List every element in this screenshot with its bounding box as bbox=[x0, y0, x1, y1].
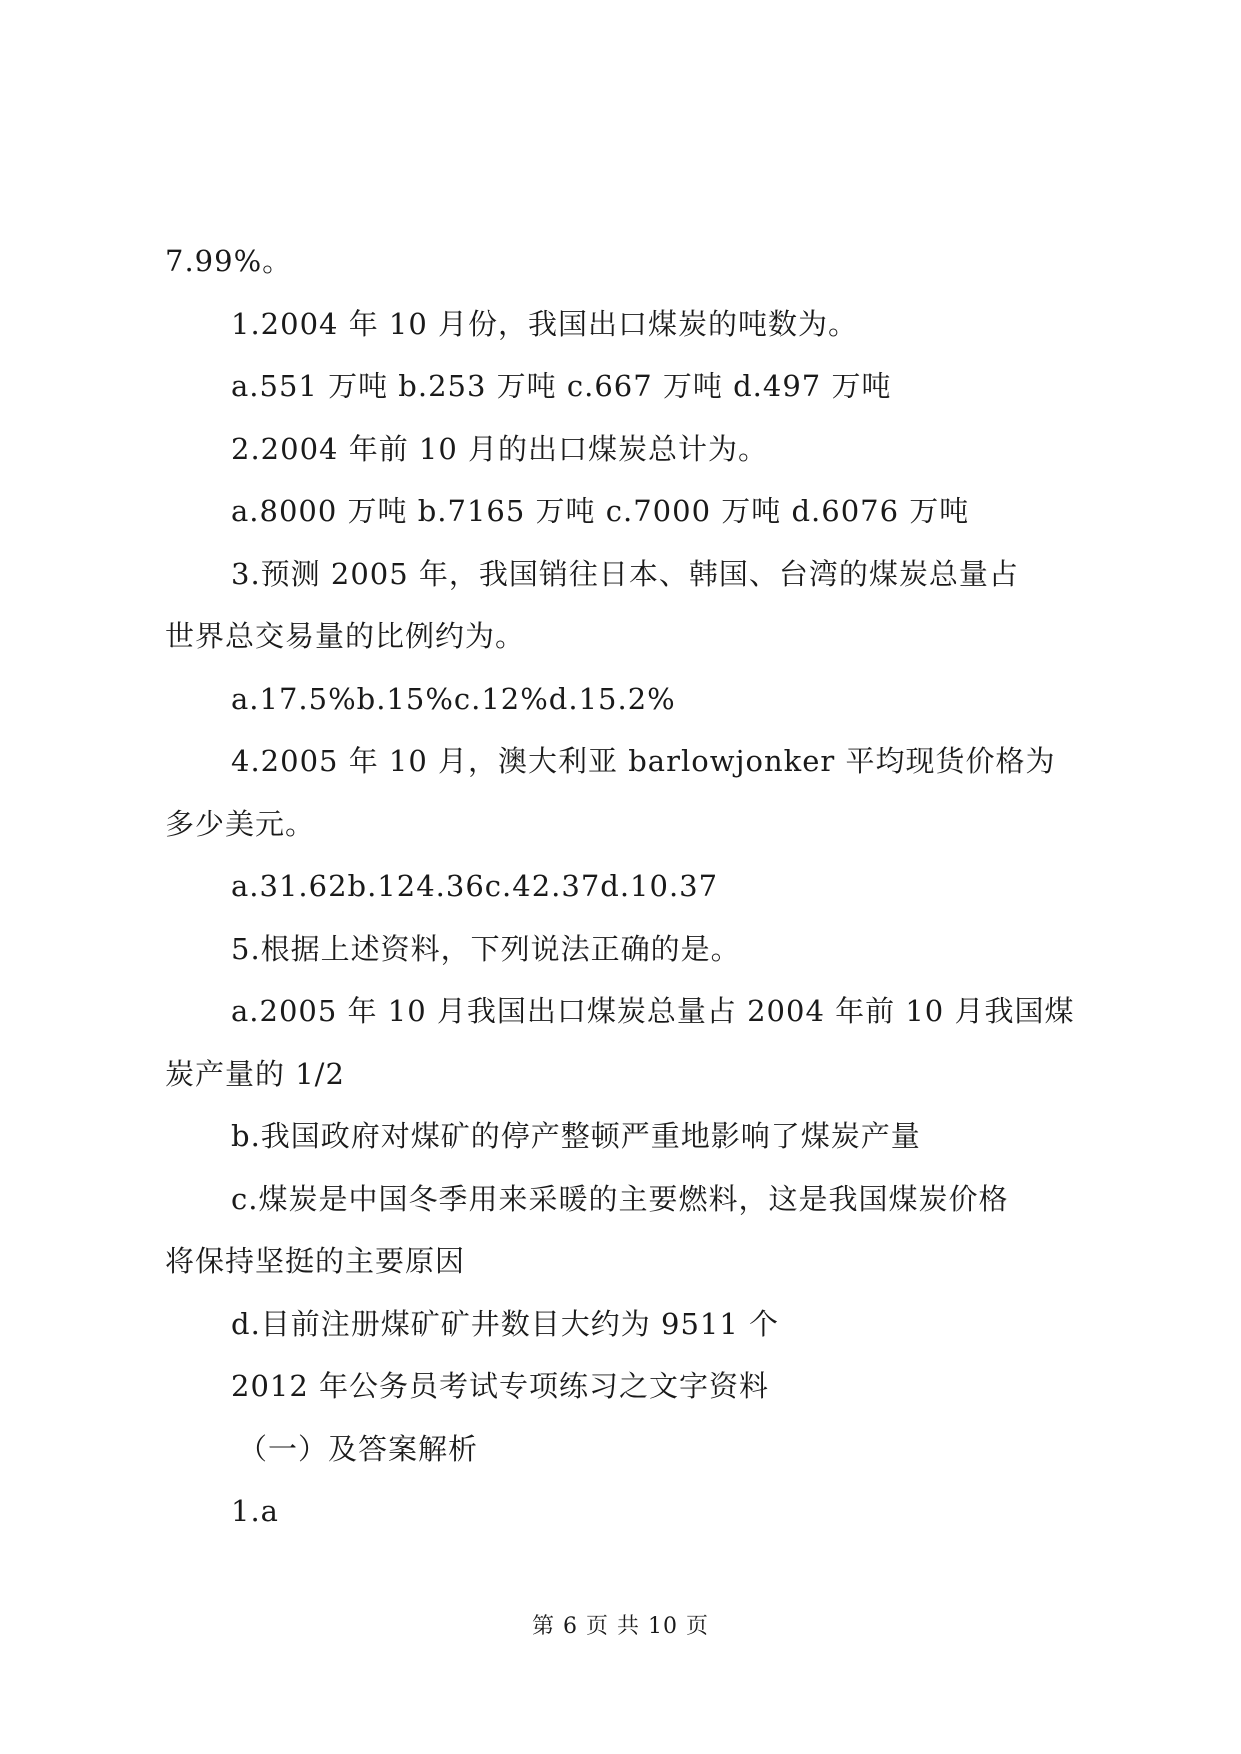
question-2: 2.2004 年前 10 月的出口煤炭总计为。 bbox=[231, 431, 769, 466]
question-5-option-c: c.煤炭是中国冬季用来采暖的主要燃料，这是我国煤炭价格 bbox=[231, 1181, 1009, 1216]
question-4-options: a.31.62b.124.36c.42.37d.10.37 bbox=[231, 869, 719, 903]
question-5: 5.根据上述资料，下列说法正确的是。 bbox=[231, 931, 741, 966]
question-3-options: a.17.5%b.15%c.12%d.15.2% bbox=[231, 681, 676, 716]
question-1-options: a.551 万吨 b.253 万吨 c.667 万吨 d.497 万吨 bbox=[231, 369, 892, 403]
question-3-continued: 世界总交易量的比例约为。 bbox=[165, 619, 526, 653]
question-2-options: a.8000 万吨 b.7165 万吨 c.7000 万吨 d.6076 万吨 bbox=[231, 494, 970, 528]
answer-1: 1.a bbox=[231, 1494, 279, 1528]
text-line: 7.99%。 bbox=[165, 244, 293, 278]
question-3: 3.预测 2005 年，我国销往日本、韩国、台湾的煤炭总量占 bbox=[231, 556, 1019, 591]
question-5-option-d: d.目前注册煤矿矿井数目大约为 9511 个 bbox=[231, 1306, 780, 1341]
section-title: 2012 年公务员考试专项练习之文字资料 bbox=[231, 1369, 770, 1403]
question-1: 1.2004 年 10 月份，我国出口煤炭的吨数为。 bbox=[231, 306, 859, 341]
question-5-option-a: a.2005 年 10 月我国出口煤炭总量占 2004 年前 10 月我国煤 bbox=[231, 994, 1075, 1028]
question-5-option-b: b.我国政府对煤矿的停产整顿严重地影响了煤炭产量 bbox=[231, 1119, 921, 1153]
question-5-option-a-continued: 炭产量的 1/2 bbox=[165, 1056, 345, 1091]
question-4: 4.2005 年 10 月，澳大利亚 barlowjonker 平均现货价格为 bbox=[231, 744, 1056, 778]
page-footer bbox=[0, 1612, 1241, 1642]
document-body bbox=[165, 230, 1085, 1543]
question-4-continued: 多少美元。 bbox=[165, 806, 316, 841]
question-5-option-c-continued: 将保持坚挺的主要原因 bbox=[165, 1244, 466, 1278]
section-subtitle: （一）及答案解析 bbox=[238, 1431, 479, 1466]
page-number: 第 6 页 共 10 页 bbox=[532, 1614, 709, 1639]
